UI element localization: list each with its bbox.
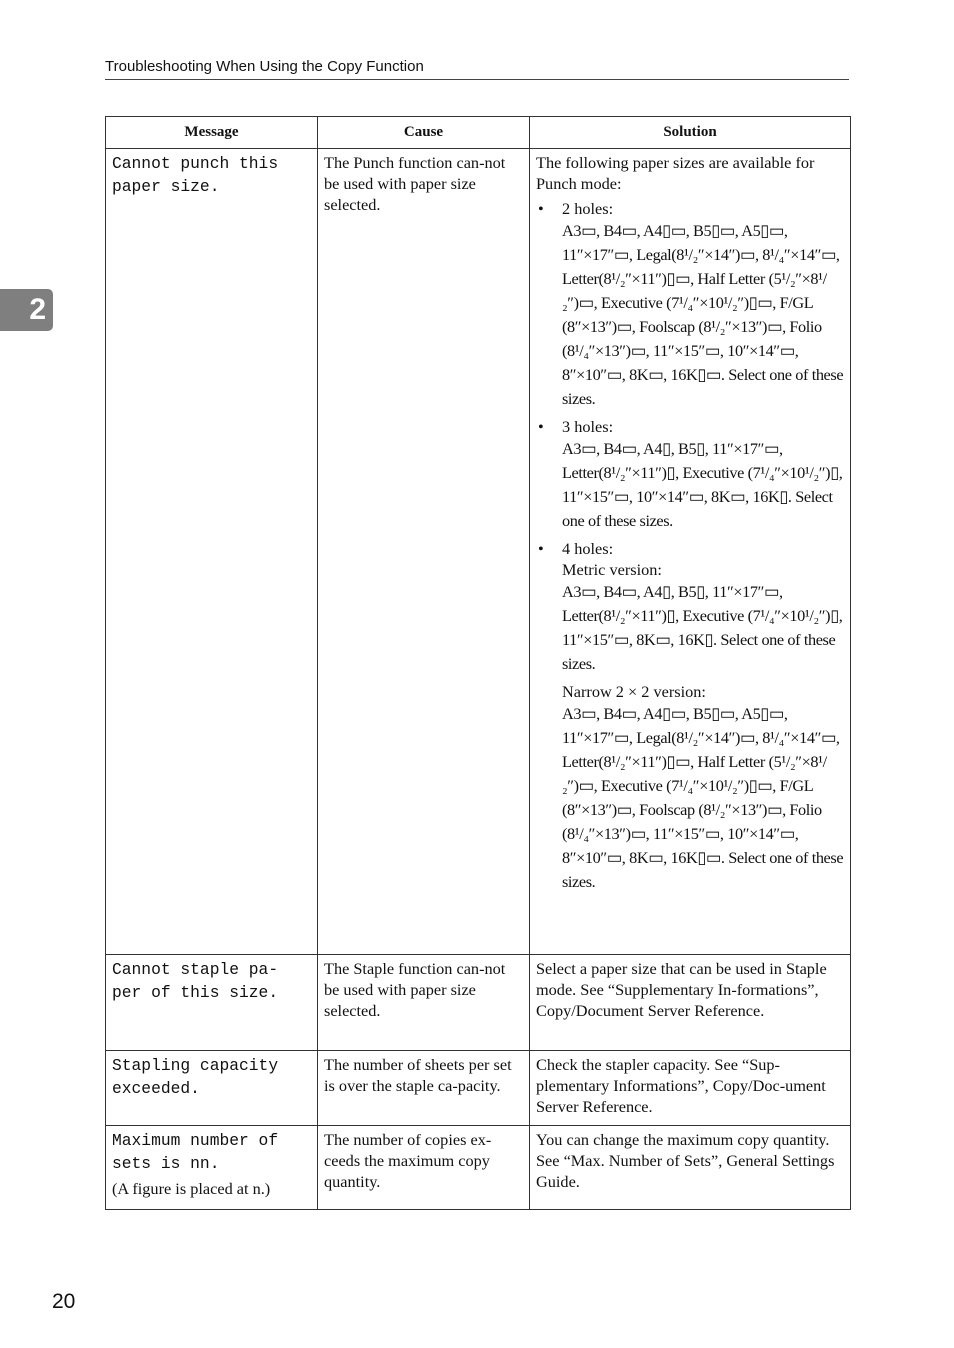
cause-cell [318,1126,530,1210]
solution-text: Check the stapler capacity. See “Sup-plementary Informations”, Copy/Doc-ument Server Reference. [536,1055,826,1116]
option-title: • 4 holes: [562,539,614,558]
solution-intro: The following paper sizes are available for Punch mode: [536,153,815,193]
list-item [536,538,844,894]
option-sizes: A3▭, B4▭, A4▯, B5▯, 11″×17″▭, Letter(8¹/₂″×11″)▯, Executive (7¹/₄″×10¹/₂″)▯, 11″×15″▭, 10″×14″▭, 8K▭, 16K▯. Select one of these sizes. [562,439,843,530]
message-cell [106,955,318,1051]
troubleshooting-table [105,116,851,1210]
subsection-sizes: A3▭, B4▭, A4▯, B5▯, 11″×17″▭, Letter(8¹/₂″×11″)▯, Executive (7¹/₄″×10¹/₂″)▯, 11″×15″▭, 8K▭, 16K▯. Select one of these sizes. [562,582,843,673]
message-text: Stapling capacity exceeded. [112,1056,279,1098]
table-row [106,1126,851,1210]
subsection-sizes: A3▭, B4▭, A4▯▭, B5▯▭, A5▯▭, 11″×17″▭, Legal(8¹/₂″×14″)▭, 8¹/₄″×14″▭, Letter(8¹/₂″×11″)▯▭, Half Letter (5¹/₂″×8¹/₂″)▭, Executive (7¹/₄″×10¹/₂″)▯▭, F/GL (8″×13″)▭, Foolscap (8¹/₂″×13″)▭, Folio (8¹/₄″×13″)▭, 11″×15″▭, 10″×14″▭, 8″×10″▭, 8K▭, 16K▯▭. Select one of these sizes. [562,704,844,891]
cause-text: The number of sheets per set is over the staple ca-pacity. [324,1055,512,1095]
subsection [562,681,844,894]
list-item [536,416,844,533]
message-note: (A figure is placed at n.) [112,1179,271,1198]
column-header-cause: Cause [318,117,530,149]
cause-cell [318,149,530,955]
column-header-message: Message [106,117,318,149]
table-row [106,955,851,1051]
column-header-solution: Solution [530,117,851,149]
solution-text: Select a paper size that can be used in Staple mode. See “Supplementary In-formations”, Copy/Document Server Reference. [536,959,827,1020]
subsection [562,559,844,676]
option-title: • 2 holes: [562,199,614,218]
solution-text: You can change the maximum copy quantity. See “Max. Number of Sets”, General Settings Guide. [536,1130,835,1191]
cause-cell [318,1051,530,1126]
header-title: Troubleshooting When Using the Copy Function [105,58,424,75]
page-number: 20 [52,1290,76,1313]
punch-options-list [536,198,844,894]
message-text: Cannot staple pa- per of this size. [112,960,279,1002]
message-text: Maximum number of sets is nn. [112,1131,279,1173]
subsection-title: Narrow 2 × 2 version: [562,682,706,701]
option-sizes: A3▭, B4▭, A4▯▭, B5▯▭, A5▯▭, 11″×17″▭, Legal(8¹/₂″×14″)▭, 8¹/₄″×14″▭, Letter(8¹/₂″×11″)▯▭, Half Letter (5¹/₂″×8¹/₂″)▭, Executive (7¹/₄″×10¹/₂″)▯▭, F/GL (8″×13″)▭, Foolscap (8¹/₂″×13″)▭, Folio (8¹/₄″×13″)▭, 11″×15″▭, 10″×14″▭, 8″×10″▭, 8K▭, 16K▯▭. Select one of these sizes. [562,221,844,408]
cause-text: The Staple function can-not be used with paper size selected. [324,959,506,1020]
solution-cell [530,955,851,1051]
table-row [106,1051,851,1126]
cause-text: The Punch function can-not be used with paper size selected. [324,153,506,214]
running-header [105,57,849,80]
message-cell [106,1126,318,1210]
subsection-title: Metric version: [562,560,662,579]
message-cell [106,149,318,955]
solution-cell [530,149,851,955]
table-header-row [106,117,851,149]
message-text: Cannot punch this paper size. [112,154,279,196]
cause-text: The number of copies ex-ceeds the maximum copy quantity. [324,1130,492,1191]
cause-cell [318,955,530,1051]
solution-cell [530,1126,851,1210]
message-cell [106,1051,318,1126]
chapter-tab [0,289,53,331]
solution-cell [530,1051,851,1126]
table-row [106,149,851,955]
option-title: • 3 holes: [562,417,614,436]
list-item [536,198,844,411]
chapter-tab-label: 2 [29,293,46,326]
